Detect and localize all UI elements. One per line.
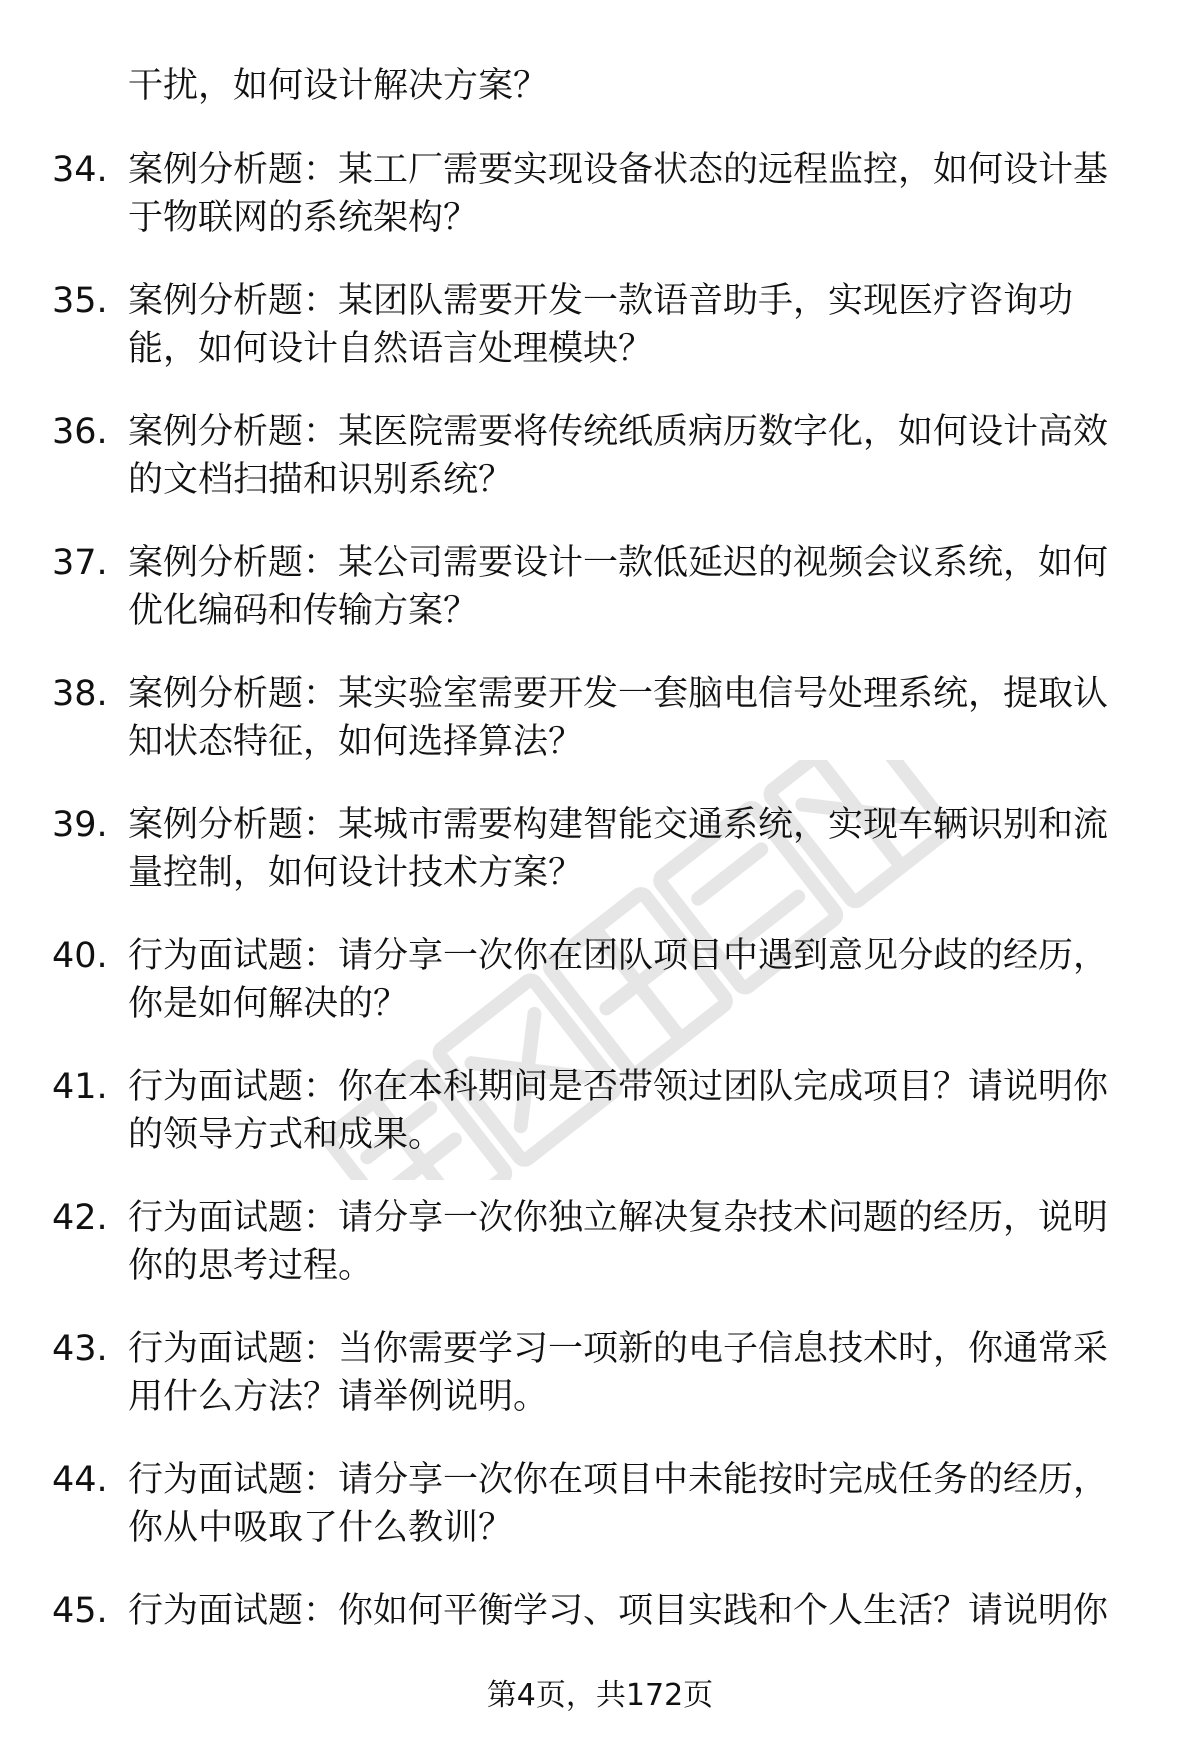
list-item xyxy=(0,1456,1200,1587)
question-line: 行为面试题：你如何平衡学习、项目实践和个人生活？请说明你 xyxy=(128,1591,1109,1631)
list-item xyxy=(0,670,1200,801)
question-number: 45. xyxy=(52,1591,108,1631)
question-line: 案例分析题：某工厂需要实现设备状态的远程监控，如何设计基 xyxy=(128,150,1109,190)
question-text xyxy=(128,801,1138,897)
question-line: 能，如何设计自然语言处理模块？ xyxy=(128,329,654,369)
list-item xyxy=(0,932,1200,1063)
list-item xyxy=(0,1325,1200,1456)
list-item xyxy=(0,1194,1200,1325)
question-line: 案例分析题：某医院需要将传统纸质病历数字化，如何设计高效 xyxy=(128,412,1109,452)
question-number: 43. xyxy=(52,1329,108,1369)
list-item xyxy=(0,1063,1200,1194)
question-line: 的领导方式和成果。 xyxy=(128,1115,444,1155)
question-line: 的文档扫描和识别系统？ xyxy=(128,460,514,500)
question-text xyxy=(128,932,1138,1028)
question-line: 优化编码和传输方案？ xyxy=(128,591,479,631)
question-line: 案例分析题：某实验室需要开发一套脑电信号处理系统，提取认 xyxy=(128,674,1109,714)
question-number: 44. xyxy=(52,1460,108,1500)
question-line: 于物联网的系统架构？ xyxy=(128,198,479,238)
question-line: 量控制，如何设计技术方案？ xyxy=(128,853,584,893)
question-text xyxy=(128,146,1138,242)
question-text xyxy=(128,1587,1138,1635)
question-text xyxy=(128,539,1138,635)
question-number: 41. xyxy=(52,1067,108,1107)
question-line: 行为面试题：请分享一次你在项目中未能按时完成任务的经历， xyxy=(128,1460,1109,1500)
question-line: 用什么方法？请举例说明。 xyxy=(128,1377,549,1417)
question-line: 案例分析题：某团队需要开发一款语音助手，实现医疗咨询功 xyxy=(128,281,1074,321)
page-footer: 第4页，共172页 xyxy=(486,1678,714,1713)
question-number: 35. xyxy=(52,281,108,321)
question-text xyxy=(128,277,1138,373)
question-line: 行为面试题：你在本科期间是否带领过团队完成项目？请说明你 xyxy=(128,1067,1109,1107)
question-number: 39. xyxy=(52,805,108,845)
question-number: 37. xyxy=(52,543,108,583)
question-number: 34. xyxy=(52,150,108,190)
question-text xyxy=(128,1325,1138,1421)
list-item xyxy=(0,408,1200,539)
question-number: 36. xyxy=(52,412,108,452)
list-item xyxy=(0,146,1200,277)
question-line: 案例分析题：某公司需要设计一款低延迟的视频会议系统，如何 xyxy=(128,543,1109,583)
question-list xyxy=(0,146,1200,1718)
continued-question-text: 干扰，如何设计解决方案？ xyxy=(128,66,549,106)
question-line: 案例分析题：某城市需要构建智能交通系统，实现车辆识别和流 xyxy=(128,805,1109,845)
list-item xyxy=(0,277,1200,408)
question-line: 行为面试题：请分享一次你独立解决复杂技术问题的经历，说明 xyxy=(128,1198,1109,1238)
question-line: 行为面试题：请分享一次你在团队项目中遇到意见分歧的经历， xyxy=(128,936,1109,976)
question-line: 你从中吸取了什么教训？ xyxy=(128,1508,514,1548)
question-line: 你的思考过程。 xyxy=(128,1246,374,1286)
question-line: 你是如何解决的？ xyxy=(128,984,409,1024)
question-line: 知状态特征，如何选择算法？ xyxy=(128,722,584,762)
list-item xyxy=(0,801,1200,932)
question-line: 行为面试题：当你需要学习一项新的电子信息技术时，你通常采 xyxy=(128,1329,1109,1369)
question-text xyxy=(128,408,1138,504)
question-text xyxy=(128,670,1138,766)
question-text xyxy=(128,1063,1138,1159)
question-number: 42. xyxy=(52,1198,108,1238)
list-item xyxy=(0,539,1200,670)
question-number: 38. xyxy=(52,674,108,714)
question-number: 40. xyxy=(52,936,108,976)
question-text xyxy=(128,1456,1138,1552)
question-text xyxy=(128,1194,1138,1290)
